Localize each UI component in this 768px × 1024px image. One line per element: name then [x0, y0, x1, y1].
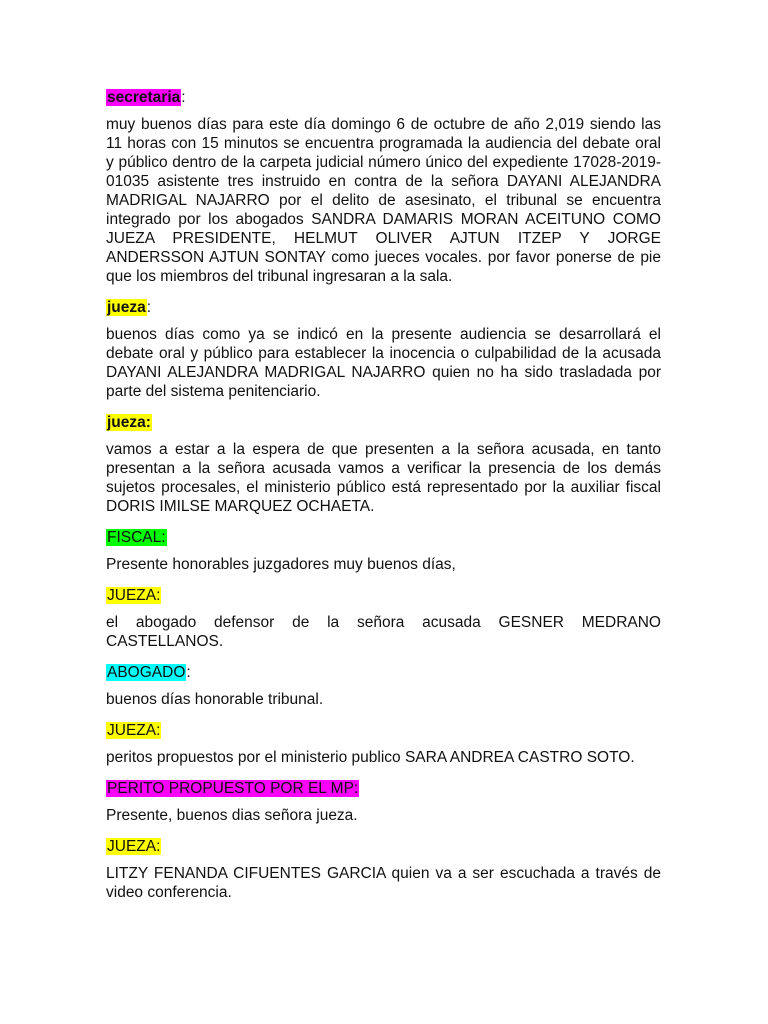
speaker-name: secretaria	[107, 89, 181, 106]
speaker-label	[106, 663, 661, 683]
speaker-label	[106, 298, 661, 318]
speaker-label	[106, 837, 661, 857]
speaker-name: JUEZA:	[107, 838, 161, 855]
speaker-label	[106, 528, 661, 548]
speaker-label	[106, 779, 661, 799]
speech-paragraph: vamos a estar a la espera de que presenten a la señora acusada, en tanto presentan a la señora acusada vamos a verificar la presencia de los demás sujetos procesales, el ministerio público está representado por la auxiliar fiscal DORIS IMILSE MARQUEZ OCHAETA.	[106, 441, 661, 515]
speaker-label	[106, 721, 661, 741]
speech-paragraph: peritos propuestos por el ministerio publico SARA ANDREA CASTRO SOTO.	[106, 749, 635, 766]
speech-paragraph: buenos días como ya se indicó en la presente audiencia se desarrollará el debate oral y público para establecer la inocencia o culpabilidad de la acusada DAYANI ALEJANDRA MADRIGAL NAJARRO quien no ha sido trasladada por parte del sistema penitenciario.	[106, 326, 661, 400]
speaker-suffix: :	[146, 299, 152, 316]
speech-paragraph: buenos días honorable tribunal.	[106, 691, 324, 708]
speaker-name: PERITO PROPUESTO POR EL MP:	[107, 780, 359, 797]
speaker-suffix: :	[186, 664, 191, 681]
speaker-label	[106, 88, 661, 108]
transcript-page	[106, 88, 661, 914]
speaker-suffix: :	[181, 89, 186, 106]
speech-paragraph: el abogado defensor de la señora acusada GESNER MEDRANO CASTELLANOS.	[106, 614, 661, 650]
speaker-name: jueza:	[107, 414, 151, 431]
speech-paragraph: Presente, buenos dias señora jueza.	[106, 807, 358, 824]
speech-paragraph: LITZY FENANDA CIFUENTES GARCIA quien va a ser escuchada a través de video conferencia.	[106, 865, 661, 901]
speech-paragraph: muy buenos días para este día domingo 6 de octubre de año 2,019 siendo las 11 horas con 15 minutos se encuentra programada la audiencia del debate oral y público dentro de la carpeta judicial número único del expediente 17028-2019-01035 asistente tres instruido en contra de la señora DAYANI ALEJANDRA MADRIGAL NAJARRO por el delito de asesinato, el tribunal se encuentra integrado por los abogados SANDRA DAMARIS MORAN ACEITUNO COMO JUEZA PRESIDENTE, HELMUT OLIVER AJTUN ITZEP Y JORGE ANDERSSON AJTUN SONTAY como jueces vocales. por favor ponerse de pie que los miembros del tribunal ingresaran a la sala.	[106, 116, 661, 285]
speaker-label	[106, 586, 661, 606]
speaker-label	[106, 413, 661, 433]
speaker-name: FISCAL:	[107, 529, 166, 546]
speaker-name: JUEZA:	[107, 587, 161, 604]
speaker-name: jueza	[107, 299, 146, 316]
speaker-name: JUEZA:	[107, 722, 161, 739]
speaker-name: ABOGADO	[107, 664, 186, 681]
speech-paragraph: Presente honorables juzgadores muy buenos días,	[106, 556, 456, 573]
